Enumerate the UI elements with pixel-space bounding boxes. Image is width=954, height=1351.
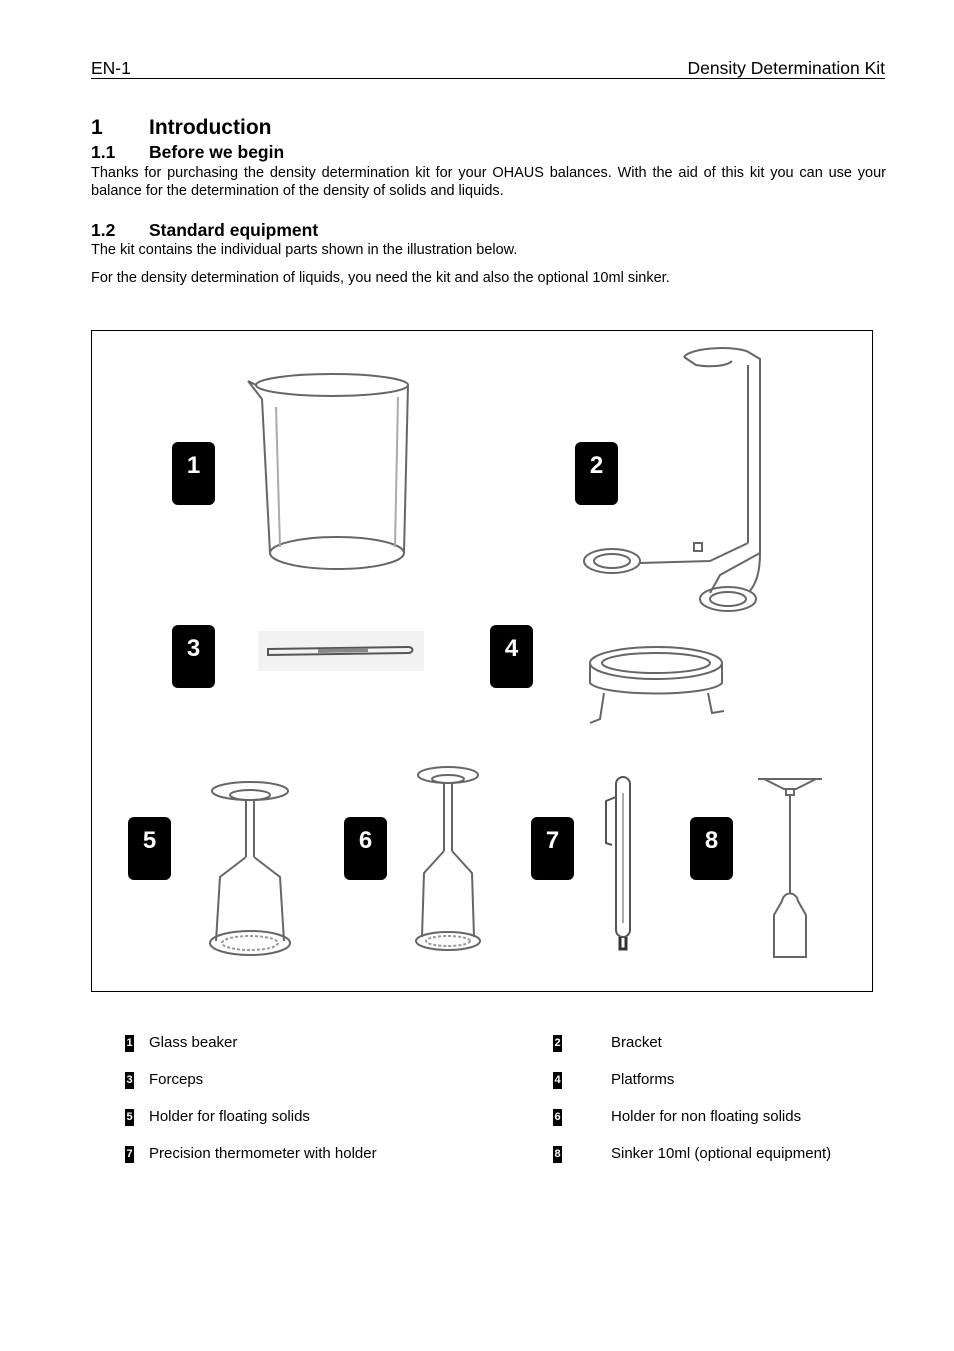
legend-label-4: Platforms (611, 1071, 675, 1088)
legend-label-3: Forceps (149, 1071, 204, 1088)
badge-3: 3 (172, 625, 215, 688)
section-1-2-text-1: The kit contains the individual parts shown in the illustration below. (91, 242, 518, 258)
glass-beaker-icon (232, 367, 422, 577)
legend-badge-7: 7 (125, 1146, 134, 1163)
equipment-figure (91, 330, 873, 992)
sinker-icon (756, 775, 826, 961)
badge-5: 5 (128, 817, 171, 880)
legend-badge-4: 4 (553, 1072, 562, 1089)
legend-badge-5: 5 (125, 1109, 134, 1126)
section-1-2-text-2: For the density determination of liquids, you need the kit and also the optional 10ml sinker. (91, 270, 670, 286)
legend-badge-1: 1 (125, 1035, 134, 1052)
badge-8: 8 (690, 817, 733, 880)
forceps-icon (258, 631, 424, 671)
platform-icon (582, 641, 732, 733)
badge-7: 7 (531, 817, 574, 880)
header-rule (91, 78, 885, 79)
legend-label-6: Holder for non floating solids (611, 1108, 802, 1125)
section-1-1-text: Thanks for purchasing the density determination kit for your OHAUS balances. With the aid of this kit you can use your balance for the determination of the density of solids and liquids. (91, 165, 886, 199)
badge-2: 2 (575, 442, 618, 505)
badge-6: 6 (344, 817, 387, 880)
document-title: Density Determination Kit (687, 58, 885, 78)
legend-label-5: Holder for floating solids (149, 1108, 310, 1125)
badge-4: 4 (490, 625, 533, 688)
page-id: EN-1 (91, 58, 131, 78)
section-1-1-number: 1.1 (91, 142, 116, 162)
badge-1: 1 (172, 442, 215, 505)
legend-label-1: Glass beaker (149, 1034, 238, 1051)
bracket-icon (580, 343, 780, 613)
thermometer-icon (598, 773, 648, 955)
section-1-number: 1 (91, 116, 103, 139)
section-1-2-title: Standard equipment (149, 220, 319, 240)
holder-floating-icon (200, 777, 300, 963)
legend-label-7: Precision thermometer with holder (149, 1145, 377, 1162)
legend-badge-6: 6 (553, 1109, 562, 1126)
holder-non-floating-icon (408, 761, 498, 961)
legend-badge-8: 8 (553, 1146, 562, 1163)
section-1-1-title: Before we begin (149, 142, 285, 162)
legend-label-8: Sinker 10ml (optional equipment) (611, 1145, 832, 1162)
legend-label-2: Bracket (611, 1034, 662, 1051)
section-1-2-number: 1.2 (91, 220, 116, 240)
legend-badge-3: 3 (125, 1072, 134, 1089)
section-1-title: Introduction (149, 116, 272, 139)
legend-badge-2: 2 (553, 1035, 562, 1052)
